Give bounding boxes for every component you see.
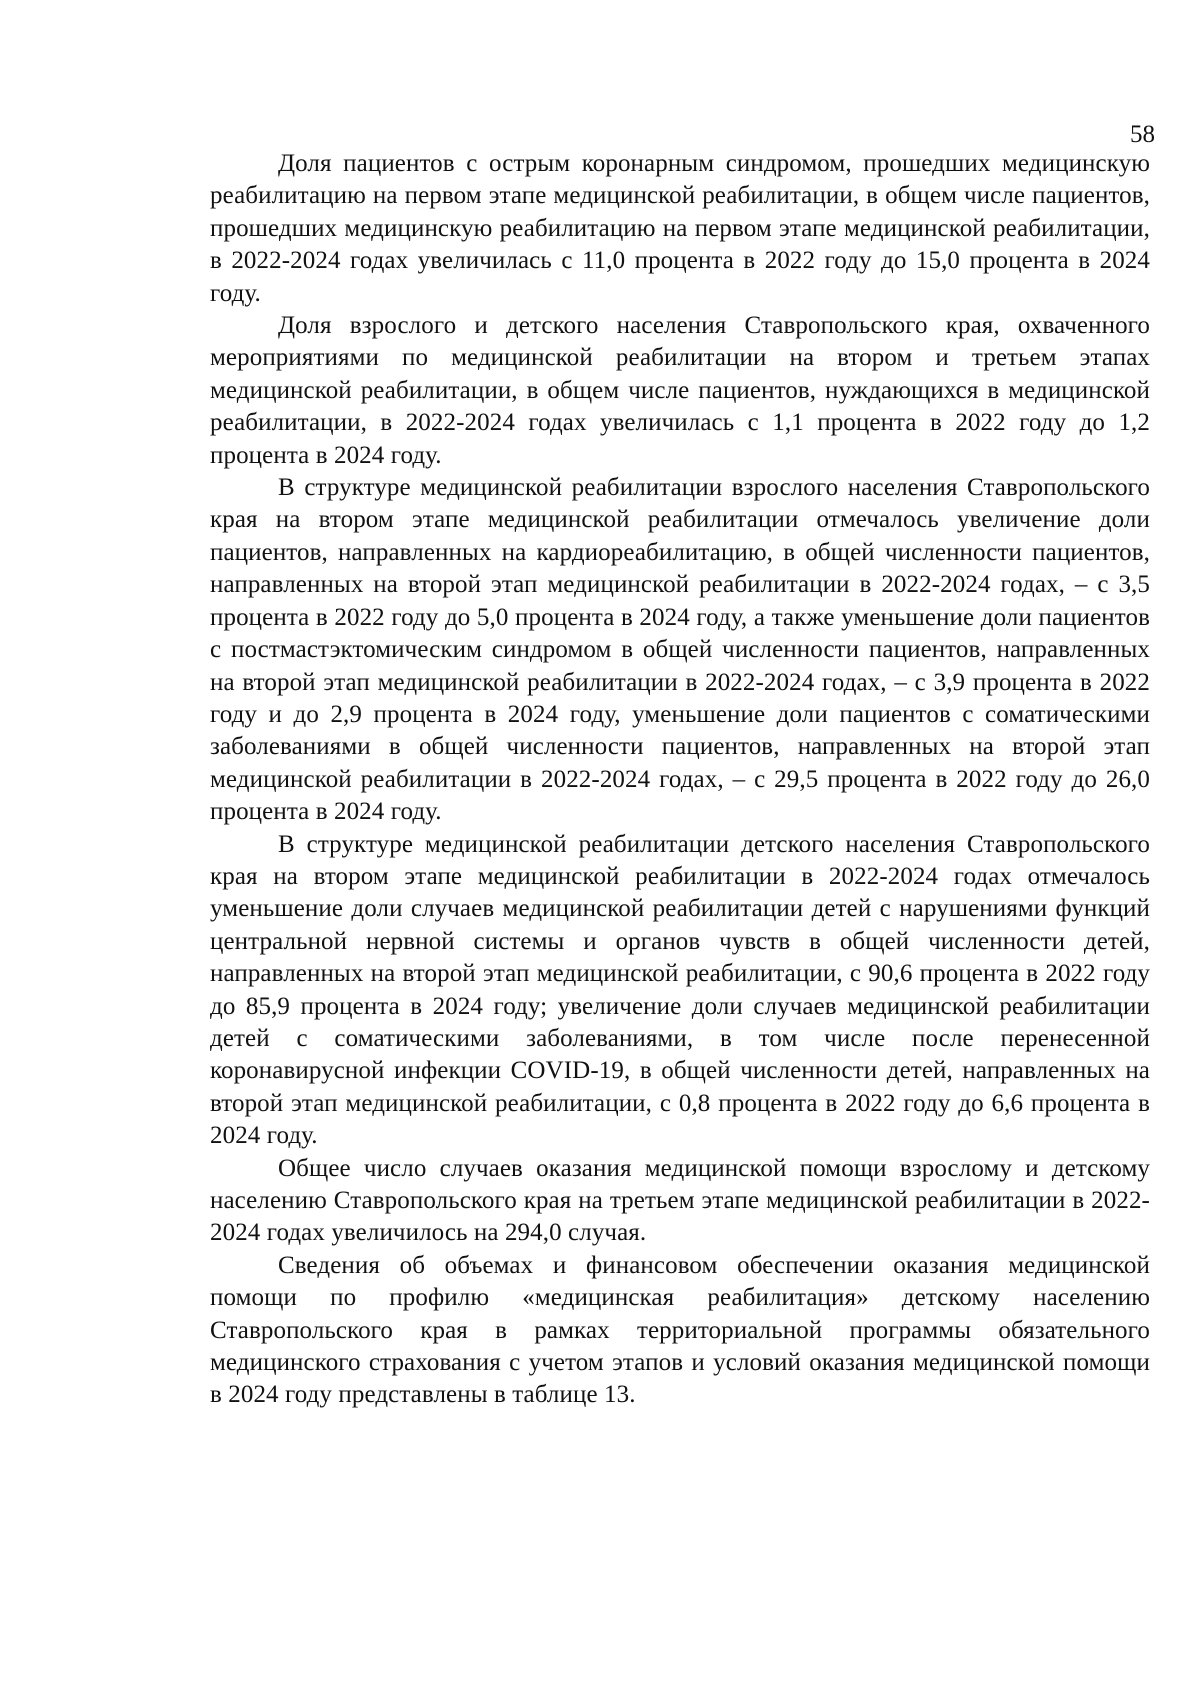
paragraph-population-coverage: Доля взрослого и детского населения Ставропольского края, охваченного мероприятиями по медицинской реабилитации на втором и третьем этапах медицинской реабилитации, в общем числе пациентов, нуждающихся в медицинской реабилитации, в 2022-2024 годах увеличилась с 1,1 процента в 2022 году до 1,2 процента в 2024 году. <box>210 312 1150 469</box>
paragraph-table-reference: Сведения об объемах и финансовом обеспечении оказания медицинской помощи по профилю «медицинская реабилитация» детскому населению Ставропольского края в рамках территориальной программы обязательного медицинского страхования с учетом этапов и условий оказания медицинской помощи в 2024 году представлены в таблице 13. <box>210 1251 1150 1409</box>
paragraph-acs-rehabilitation: Доля пациентов с острым коронарным синдромом, прошедших медицинскую реабилитацию на первом этапе медицинской реабилитации, в общем числе пациентов, прошедших медицинскую реабилитацию на первом этапе медицинской реабилитации, в 2022-2024 годах увеличилась с 11,0 процента в 2022 году до 15,0 процента в 2024 году. <box>210 150 1150 307</box>
paragraph-third-stage-cases: Общее число случаев оказания медицинской помощи взрослому и детскому населению Ставропольского края на третьем этапе медицинской реабилитации в 2022-2024 годах увеличилось на 294,0 случая. <box>210 1154 1150 1247</box>
document-body <box>210 148 1150 1412</box>
page-number: 58 <box>1130 121 1155 148</box>
paragraph-child-rehabilitation-structure: В структуре медицинской реабилитации детского населения Ставропольского края на втором этапе медицинской реабилитации в 2022-2024 годах отмечалось уменьшение доли случаев медицинской реабилитации детей с нарушениями функций центральной нервной системы и органов чувств в общей численности детей, направленных на второй этап медицинской реабилитации, с 90,6 процента в 2022 году до 85,9 процента в 2024 году; увеличение доли случаев медицинской реабилитации детей с соматическими заболеваниями, в том числе после перенесенной коронавирусной инфекции COVID-19, в общей численности детей, направленных на второй этап медицинской реабилитации, с 0,8 процента в 2022 году до 6,6 процента в 2024 году. <box>210 830 1150 1150</box>
paragraph-adult-rehabilitation-structure: В структуре медицинской реабилитации взрослого населения Ставропольского края на втором этапе медицинской реабилитации отмечалось увеличение доли пациентов, направленных на кардиореабилитацию, в общей численности пациентов, направленных на второй этап медицинской реабилитации в 2022-2024 годах, – с 3,5 процента в 2022 году до 5,0 процента в 2024 году, а также уменьшение доли пациентов с постмастэктомическим синдромом в общей численности пациентов, направленных на второй этап медицинской реабилитации в 2022-2024 годах, – с 3,9 процента в 2022 году и до 2,9 процента в 2024 году, уменьшение доли пациентов с соматическими заболеваниями в общей численности пациентов, направленных на второй этап медицинской реабилитации в 2022-2024 годах, – с 29,5 процента в 2022 году до 26,0 процента в 2024 году. <box>210 474 1150 826</box>
